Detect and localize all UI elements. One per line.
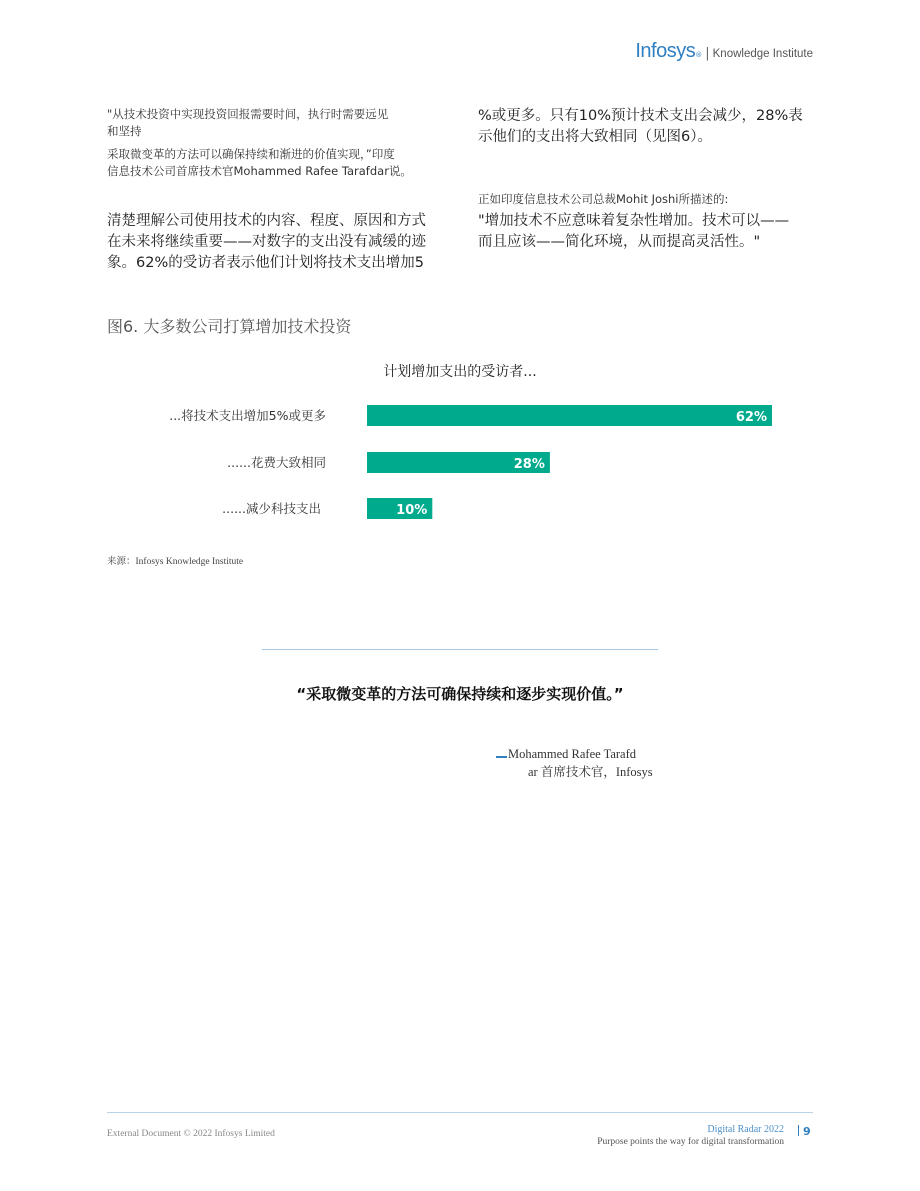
footer-report-title: Digital Radar 2022	[707, 1124, 784, 1135]
logo-brand: Infosys	[635, 40, 696, 62]
footer-tagline: Purpose points the way for digital transformation	[597, 1137, 784, 1147]
left-quote-line3: 采取微变革的方法可以确保持续和渐进的价值实现，”印度	[107, 147, 395, 161]
quote-attribution	[508, 745, 668, 781]
left-para-line2: 在未来将继续重要——对数字的支出没有减缓的迹	[107, 234, 426, 250]
right-quote-line2: 而且应该——简化环境，从而提高灵活性。"	[478, 234, 761, 250]
footer-divider	[107, 1112, 813, 1113]
page-number-bar	[798, 1125, 799, 1136]
figure-title: 图6. 大多数公司打算增加技术投资	[107, 317, 352, 336]
attribution-line1: Mohammed Rafee Tarafd	[508, 747, 637, 761]
logo-institute: Knowledge Institute	[712, 48, 813, 60]
left-quote	[107, 106, 437, 180]
bar-value-3: 10%	[396, 503, 428, 518]
bar-value-1: 62%	[735, 410, 767, 425]
left-paragraph	[107, 211, 437, 274]
category-label-3: ......减少科技支出	[222, 501, 321, 516]
infosys-logo	[635, 40, 813, 63]
bar-1	[367, 405, 772, 426]
bar-chart	[0, 395, 920, 530]
logo-reg-mark: ®	[695, 51, 703, 59]
left-quote-line2: 和坚持	[107, 124, 142, 138]
attribution-line2: ar 首席技术官，Infosys	[528, 765, 653, 779]
quote-divider	[262, 649, 658, 650]
logo-separator: |	[705, 46, 710, 61]
left-para-line3: 象。62%的受访者表示他们计划将技术支出增加5	[107, 255, 424, 271]
pull-quote: “采取微变革的方法可确保持续和逐步实现价值。”	[296, 685, 624, 703]
right-para-line1: %或更多。只有10%预计技术支出会减少，28%表	[478, 108, 803, 124]
footer-copyright: External Document © 2022 Infosys Limited	[107, 1129, 275, 1139]
footer-report	[597, 1123, 784, 1149]
attribution-dash	[496, 756, 507, 758]
right-paragraph	[478, 106, 813, 148]
left-quote-line4: 信息技术公司首席技术官Mohammed Rafee Tarafdar说。	[107, 164, 412, 178]
category-label-1: ...将技术支出增加5%或更多	[169, 408, 326, 423]
right-quote	[478, 211, 813, 253]
bar-value-2: 28%	[513, 457, 545, 472]
right-quote-line1: "增加技术不应意味着复杂性增加。技术可以——	[478, 213, 790, 229]
left-para-line1: 清楚理解公司使用技术的内容、程度、原因和方式	[107, 213, 426, 229]
page-number-value: 9	[803, 1125, 811, 1138]
left-quote-line1: "从技术投资中实现投资回报需要时间，执行时需要远见	[107, 107, 389, 121]
chart-subtitle: 计划增加支出的受访者...	[383, 364, 537, 380]
category-label-2: ......花费大致相同	[227, 455, 326, 470]
right-para-line2: 示他们的支出将大致相同（见图6）。	[478, 129, 712, 145]
page-number	[798, 1125, 811, 1138]
figure-source: 来源：Infosys Knowledge Institute	[107, 557, 244, 567]
right-intro: 正如印度信息技术公司总裁Mohit Joshi所描述的:	[478, 192, 729, 206]
